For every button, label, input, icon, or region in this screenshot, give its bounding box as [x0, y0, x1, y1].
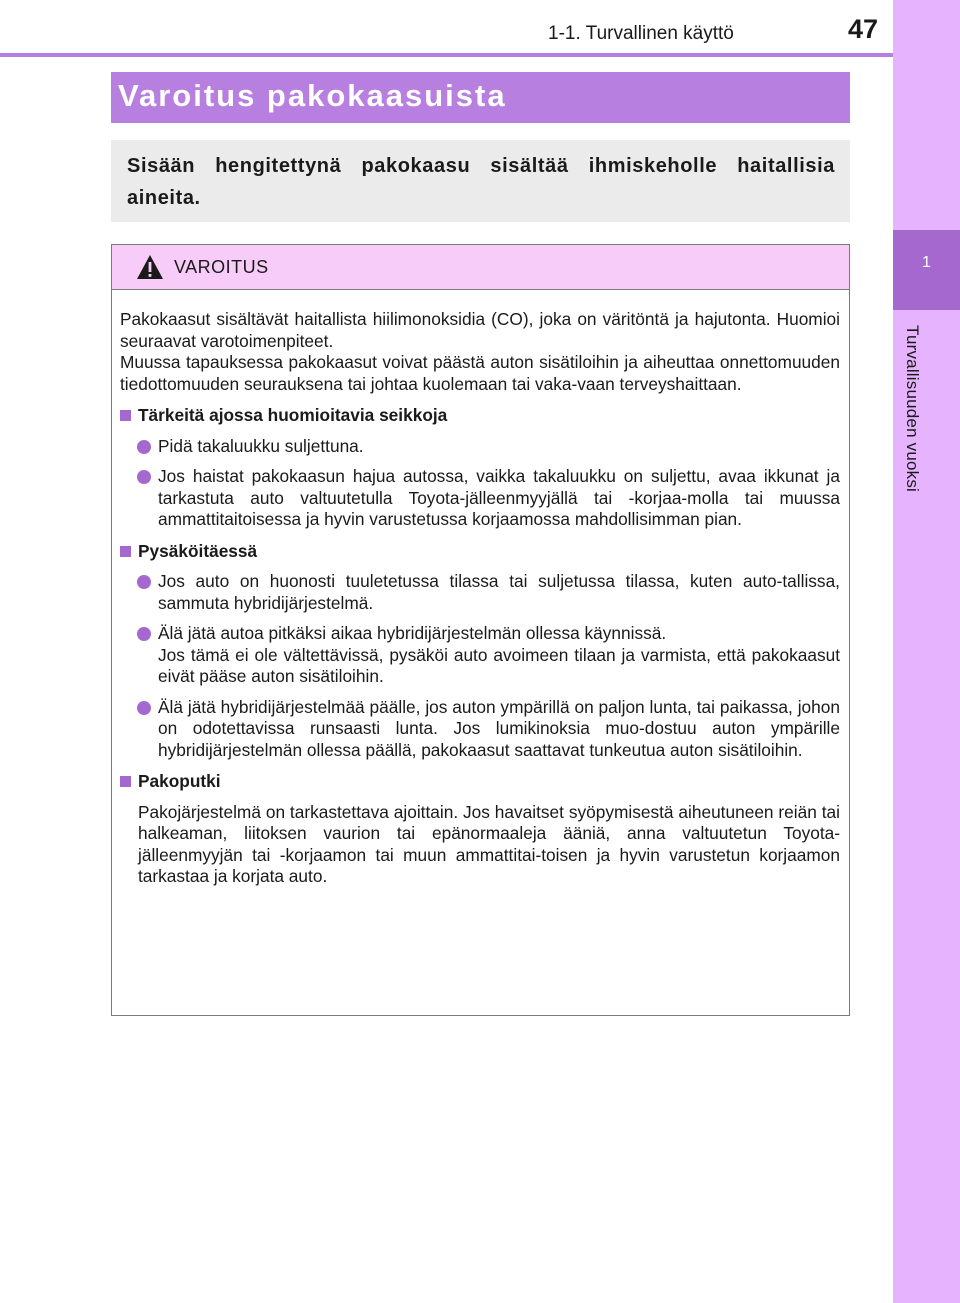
section-heading-text: Pakoputki [138, 771, 221, 791]
section-label: 1-1. Turvallinen käyttö [548, 23, 734, 44]
page-number: 47 [848, 14, 879, 44]
warning-body [120, 309, 840, 888]
circle-bullet-icon [137, 701, 151, 715]
section-paragraph: Pakojärjestelmä on tarkastettava ajoittain. Jos havaitset syöpymisestä aiheutuneen reiän tai halkeaman, liitoksen vaurion tai epänormaaleja ääniä, anna valtuutetun Toyota-jälleenmyyjän tai -korjaamon tai muun ammattitai-toisen ja hyvin varustetun korjaamon tarkastaa ja korjata auto. [138, 801, 840, 886]
list-item-text: Älä jätä hybridijärjestelmää päälle, jos auton ympärillä on paljon lunta, tai paikassa, johon on odotettavissa runsaasti lunta. Jos lumikinoksia muo-dostuu auton ympärille hybridijärjestelmän ollessa päällä, pakokaasut saattavat tunkeutua auton sisätiloihin. [158, 696, 840, 760]
warning-triangle-icon [136, 254, 164, 280]
page-title: Varoitus pakokaasuista [118, 78, 507, 113]
warning-intro-paragraph: Muussa tapauksessa pakokaasut voivat päästä auton sisätiloihin ja aiheuttaa onnettomuuden tiedottomuuden seurauksena tai johtaa kuolemaan tai vaka-vaan terveyshaittaan. [120, 352, 840, 394]
list-item [120, 436, 840, 458]
list-item [120, 697, 840, 762]
chapter-number: 1 [922, 254, 931, 271]
circle-bullet-icon [137, 440, 151, 454]
circle-bullet-icon [137, 470, 151, 484]
square-bullet-icon [120, 410, 131, 421]
list-item-text: Älä jätä autoa pitkäksi aikaa hybridijärjestelmän ollessa käynnissä. Jos tämä ei ole vältettävissä, pysäköi auto avoimeen tilaan ja varmista, että pakokaasut eivät pääse auton sisätiloihin. [158, 623, 840, 686]
list-item [120, 571, 840, 614]
square-bullet-icon [120, 546, 131, 557]
circle-bullet-icon [137, 575, 151, 589]
circle-bullet-icon [137, 627, 151, 641]
section-heading [120, 771, 840, 793]
header-divider [0, 53, 893, 57]
warning-header [112, 245, 849, 290]
list-item [120, 623, 840, 688]
list-item-text: Pidä takaluukku suljettuna. [158, 435, 364, 456]
chapter-side-tab [893, 0, 960, 1303]
list-item [120, 466, 840, 531]
list-item-text: Jos auto on huonosti tuuletetussa tilassa tai suljetussa tilassa, kuten auto-tallissa, sammuta hybridijärjestelmä. [158, 571, 840, 613]
list-item-text: Jos haistat pakokaasun hajua autossa, vaikka takaluukku on suljettu, avaa ikkunat ja tarkastuta auto valtuutetulla Toyota-jälleenmyyjällä tai -korjaa-molla tai muussa ammattitaitoisessa ja hyvin varustetussa korjaamossa mahdollisimman pian. [158, 466, 840, 529]
chapter-title: Turvallisuuden vuoksi [903, 325, 922, 493]
intro-text: Sisään hengitettynä pakokaasu sisältää ihmiskeholle haitallisia aineita. [127, 155, 835, 209]
section-heading-text: Tärkeitä ajossa huomioitavia seikkoja [138, 405, 448, 425]
section-heading [120, 405, 840, 427]
square-bullet-icon [120, 776, 131, 787]
warning-intro-paragraph: Pakokaasut sisältävät haitallista hiilimonoksidia (CO), joka on väritöntä ja hajutonta. Huomioi seuraavat varotoimenpiteet. [120, 309, 840, 351]
section-heading-text: Pysäköitäessä [138, 540, 258, 561]
warning-box [111, 244, 850, 1016]
section-heading [120, 541, 840, 563]
warning-label: VAROITUS [174, 257, 269, 277]
